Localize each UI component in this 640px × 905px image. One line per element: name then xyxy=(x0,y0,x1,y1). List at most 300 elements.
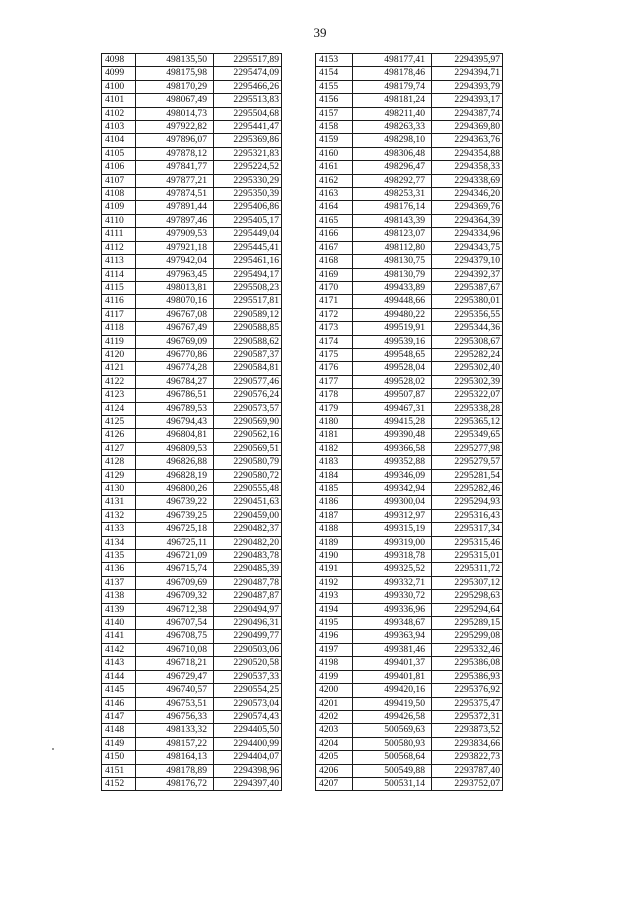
point-number-cell: 4141 xyxy=(102,630,136,643)
x-coordinate-cell: 496786,51 xyxy=(136,389,214,402)
y-coordinate-cell: 2295316,43 xyxy=(432,509,503,522)
x-coordinate-cell: 499415,28 xyxy=(353,415,432,428)
point-number-cell: 4137 xyxy=(102,576,136,589)
y-coordinate-cell: 2290487,78 xyxy=(214,576,282,589)
x-coordinate-cell: 496753,51 xyxy=(136,697,214,710)
y-coordinate-cell: 2295315,01 xyxy=(432,550,503,563)
point-number-cell: 4194 xyxy=(316,603,353,616)
y-coordinate-cell: 2294346,20 xyxy=(432,188,503,201)
table-row xyxy=(316,94,503,107)
table-row xyxy=(102,67,282,80)
y-coordinate-cell: 2294369,80 xyxy=(432,121,503,134)
x-coordinate-cell: 496774,28 xyxy=(136,362,214,375)
x-coordinate-cell: 499318,78 xyxy=(353,550,432,563)
y-coordinate-cell: 2295449,04 xyxy=(214,228,282,241)
table-row xyxy=(102,603,282,616)
point-number-cell: 4182 xyxy=(316,442,353,455)
x-coordinate-cell: 498143,39 xyxy=(353,214,432,227)
x-coordinate-cell: 498181,24 xyxy=(353,94,432,107)
y-coordinate-cell: 2295321,83 xyxy=(214,147,282,160)
y-coordinate-cell: 2295282,24 xyxy=(432,348,503,361)
x-coordinate-cell: 499342,94 xyxy=(353,483,432,496)
point-number-cell: 4178 xyxy=(316,389,353,402)
x-coordinate-cell: 497942,04 xyxy=(136,255,214,268)
table-row xyxy=(102,630,282,643)
y-coordinate-cell: 2290569,90 xyxy=(214,415,282,428)
x-coordinate-cell: 499352,88 xyxy=(353,456,432,469)
point-number-cell: 4128 xyxy=(102,456,136,469)
y-coordinate-cell: 2290589,12 xyxy=(214,308,282,321)
x-coordinate-cell: 498170,29 xyxy=(136,80,214,93)
y-coordinate-cell: 2295387,67 xyxy=(432,281,503,294)
y-coordinate-cell: 2290496,31 xyxy=(214,617,282,630)
y-coordinate-cell: 2290555,48 xyxy=(214,483,282,496)
table-row xyxy=(102,764,282,777)
table-row xyxy=(316,362,503,375)
x-coordinate-cell: 496715,74 xyxy=(136,563,214,576)
y-coordinate-cell: 2294387,74 xyxy=(432,107,503,120)
y-coordinate-cell: 2295386,08 xyxy=(432,657,503,670)
table-row xyxy=(316,483,503,496)
y-coordinate-cell: 2295365,12 xyxy=(432,415,503,428)
y-coordinate-cell: 2295350,39 xyxy=(214,188,282,201)
x-coordinate-cell: 498263,33 xyxy=(353,121,432,134)
point-number-cell: 4150 xyxy=(102,751,136,764)
x-coordinate-cell: 499401,37 xyxy=(353,657,432,670)
x-coordinate-cell: 496828,19 xyxy=(136,469,214,482)
point-number-cell: 4147 xyxy=(102,710,136,723)
point-number-cell: 4114 xyxy=(102,268,136,281)
table-row xyxy=(102,375,282,388)
table-row xyxy=(316,161,503,174)
table-row xyxy=(316,147,503,160)
y-coordinate-cell: 2293822,73 xyxy=(432,751,503,764)
table-row xyxy=(102,576,282,589)
y-coordinate-cell: 2295322,07 xyxy=(432,389,503,402)
y-coordinate-cell: 2295317,34 xyxy=(432,523,503,536)
x-coordinate-cell: 496725,11 xyxy=(136,536,214,549)
y-coordinate-cell: 2295406,86 xyxy=(214,201,282,214)
table-row xyxy=(102,483,282,496)
point-number-cell: 4115 xyxy=(102,281,136,294)
x-coordinate-cell: 499507,87 xyxy=(353,389,432,402)
x-coordinate-cell: 498112,80 xyxy=(353,241,432,254)
point-number-cell: 4123 xyxy=(102,389,136,402)
y-coordinate-cell: 2295461,16 xyxy=(214,255,282,268)
x-coordinate-cell: 497878,12 xyxy=(136,147,214,160)
point-number-cell: 4105 xyxy=(102,147,136,160)
y-coordinate-cell: 2290580,72 xyxy=(214,469,282,482)
point-number-cell: 4098 xyxy=(102,54,136,67)
table-row xyxy=(316,174,503,187)
y-coordinate-cell: 2295474,09 xyxy=(214,67,282,80)
x-coordinate-cell: 497874,51 xyxy=(136,188,214,201)
table-row xyxy=(316,643,503,656)
point-number-cell: 4111 xyxy=(102,228,136,241)
point-number-cell: 4153 xyxy=(316,54,353,67)
y-coordinate-cell: 2295289,15 xyxy=(432,617,503,630)
table-row xyxy=(316,308,503,321)
table-row xyxy=(316,563,503,576)
x-coordinate-cell: 498133,32 xyxy=(136,724,214,737)
x-coordinate-cell: 499363,94 xyxy=(353,630,432,643)
point-number-cell: 4205 xyxy=(316,751,353,764)
point-number-cell: 4152 xyxy=(102,777,136,790)
point-number-cell: 4181 xyxy=(316,429,353,442)
point-number-cell: 4203 xyxy=(316,724,353,737)
x-coordinate-cell: 498178,46 xyxy=(353,67,432,80)
y-coordinate-cell: 2295405,17 xyxy=(214,214,282,227)
x-coordinate-cell: 496804,81 xyxy=(136,429,214,442)
y-coordinate-cell: 2294397,40 xyxy=(214,777,282,790)
point-number-cell: 4191 xyxy=(316,563,353,576)
x-coordinate-cell: 498157,22 xyxy=(136,737,214,750)
point-number-cell: 4162 xyxy=(316,174,353,187)
y-coordinate-cell: 2295330,29 xyxy=(214,174,282,187)
y-coordinate-cell: 2290537,33 xyxy=(214,670,282,683)
point-number-cell: 4124 xyxy=(102,402,136,415)
x-coordinate-cell: 498014,73 xyxy=(136,107,214,120)
point-number-cell: 4190 xyxy=(316,550,353,563)
x-coordinate-cell: 499467,31 xyxy=(353,402,432,415)
x-coordinate-cell: 496725,18 xyxy=(136,523,214,536)
table-row xyxy=(316,415,503,428)
y-coordinate-cell: 2290569,51 xyxy=(214,442,282,455)
page-number: 39 xyxy=(313,25,327,40)
point-number-cell: 4204 xyxy=(316,737,353,750)
x-coordinate-cell: 498175,98 xyxy=(136,67,214,80)
y-coordinate-cell: 2293834,66 xyxy=(432,737,503,750)
point-number-cell: 4201 xyxy=(316,697,353,710)
table-row xyxy=(316,617,503,630)
y-coordinate-cell: 2293752,07 xyxy=(432,777,503,790)
table-row xyxy=(316,188,503,201)
table-row xyxy=(316,335,503,348)
y-coordinate-cell: 2294354,88 xyxy=(432,147,503,160)
point-number-cell: 4144 xyxy=(102,670,136,683)
point-number-cell: 4102 xyxy=(102,107,136,120)
table-row xyxy=(102,121,282,134)
y-coordinate-cell: 2290577,46 xyxy=(214,375,282,388)
x-coordinate-cell: 499300,04 xyxy=(353,496,432,509)
x-coordinate-cell: 496710,08 xyxy=(136,643,214,656)
table-row xyxy=(102,751,282,764)
table-row xyxy=(102,214,282,227)
table-row xyxy=(316,241,503,254)
table-row xyxy=(316,442,503,455)
table-row xyxy=(102,80,282,93)
table-row xyxy=(316,536,503,549)
x-coordinate-cell: 497963,45 xyxy=(136,268,214,281)
x-coordinate-cell: 498067,49 xyxy=(136,94,214,107)
coordinates-table-right xyxy=(315,53,503,791)
table-row xyxy=(316,630,503,643)
table-row xyxy=(316,724,503,737)
point-number-cell: 4135 xyxy=(102,550,136,563)
x-coordinate-cell: 497841,77 xyxy=(136,161,214,174)
table-row xyxy=(316,509,503,522)
y-coordinate-cell: 2294392,37 xyxy=(432,268,503,281)
y-coordinate-cell: 2290573,04 xyxy=(214,697,282,710)
point-number-cell: 4177 xyxy=(316,375,353,388)
table-row xyxy=(102,496,282,509)
point-number-cell: 4155 xyxy=(316,80,353,93)
point-number-cell: 4143 xyxy=(102,657,136,670)
point-number-cell: 4164 xyxy=(316,201,353,214)
x-coordinate-cell: 498130,79 xyxy=(353,268,432,281)
y-coordinate-cell: 2295224,52 xyxy=(214,161,282,174)
point-number-cell: 4117 xyxy=(102,308,136,321)
point-number-cell: 4101 xyxy=(102,94,136,107)
x-coordinate-cell: 498253,31 xyxy=(353,188,432,201)
x-coordinate-cell: 499420,16 xyxy=(353,684,432,697)
x-coordinate-cell: 498178,89 xyxy=(136,764,214,777)
point-number-cell: 4134 xyxy=(102,536,136,549)
point-number-cell: 4159 xyxy=(316,134,353,147)
table-row xyxy=(316,67,503,80)
point-number-cell: 4197 xyxy=(316,643,353,656)
table-row xyxy=(316,295,503,308)
point-number-cell: 4156 xyxy=(316,94,353,107)
table-row xyxy=(316,710,503,723)
point-number-cell: 4132 xyxy=(102,509,136,522)
table-row xyxy=(102,657,282,670)
x-coordinate-cell: 497877,21 xyxy=(136,174,214,187)
table-row xyxy=(316,469,503,482)
y-coordinate-cell: 2295298,63 xyxy=(432,590,503,603)
point-number-cell: 4175 xyxy=(316,348,353,361)
point-number-cell: 4202 xyxy=(316,710,353,723)
y-coordinate-cell: 2294334,96 xyxy=(432,228,503,241)
y-coordinate-cell: 2295517,81 xyxy=(214,295,282,308)
x-coordinate-cell: 496826,88 xyxy=(136,456,214,469)
x-coordinate-cell: 499528,02 xyxy=(353,375,432,388)
x-coordinate-cell: 496739,22 xyxy=(136,496,214,509)
point-number-cell: 4131 xyxy=(102,496,136,509)
x-coordinate-cell: 497896,07 xyxy=(136,134,214,147)
y-coordinate-cell: 2295349,65 xyxy=(432,429,503,442)
point-number-cell: 4187 xyxy=(316,509,353,522)
y-coordinate-cell: 2290482,20 xyxy=(214,536,282,549)
table-row xyxy=(102,429,282,442)
point-number-cell: 4127 xyxy=(102,442,136,455)
y-coordinate-cell: 2294400,99 xyxy=(214,737,282,750)
point-number-cell: 4186 xyxy=(316,496,353,509)
point-number-cell: 4198 xyxy=(316,657,353,670)
x-coordinate-cell: 497891,44 xyxy=(136,201,214,214)
y-coordinate-cell: 2295279,57 xyxy=(432,456,503,469)
point-number-cell: 4173 xyxy=(316,322,353,335)
x-coordinate-cell: 499312,97 xyxy=(353,509,432,522)
x-coordinate-cell: 498176,14 xyxy=(353,201,432,214)
point-number-cell: 4183 xyxy=(316,456,353,469)
y-coordinate-cell: 2295338,28 xyxy=(432,402,503,415)
y-coordinate-cell: 2295372,31 xyxy=(432,710,503,723)
x-coordinate-cell: 499480,22 xyxy=(353,308,432,321)
point-number-cell: 4126 xyxy=(102,429,136,442)
table-row xyxy=(316,751,503,764)
x-coordinate-cell: 496789,53 xyxy=(136,402,214,415)
table-row xyxy=(102,402,282,415)
point-number-cell: 4099 xyxy=(102,67,136,80)
y-coordinate-cell: 2295311,72 xyxy=(432,563,503,576)
table-row xyxy=(316,670,503,683)
table-row xyxy=(102,295,282,308)
point-number-cell: 4118 xyxy=(102,322,136,335)
y-coordinate-cell: 2295508,23 xyxy=(214,281,282,294)
x-coordinate-cell: 496729,47 xyxy=(136,670,214,683)
table-row xyxy=(316,255,503,268)
x-coordinate-cell: 499336,96 xyxy=(353,603,432,616)
table-row xyxy=(316,281,503,294)
table-row xyxy=(316,201,503,214)
x-coordinate-cell: 496712,38 xyxy=(136,603,214,616)
x-coordinate-cell: 497921,18 xyxy=(136,241,214,254)
y-coordinate-cell: 2290482,37 xyxy=(214,523,282,536)
table-row xyxy=(102,442,282,455)
point-number-cell: 4149 xyxy=(102,737,136,750)
x-coordinate-cell: 496769,09 xyxy=(136,335,214,348)
point-number-cell: 4169 xyxy=(316,268,353,281)
y-coordinate-cell: 2294343,75 xyxy=(432,241,503,254)
table-row xyxy=(102,147,282,160)
y-coordinate-cell: 2290573,57 xyxy=(214,402,282,415)
point-number-cell: 4172 xyxy=(316,308,353,321)
y-coordinate-cell: 2290487,87 xyxy=(214,590,282,603)
table-row xyxy=(102,241,282,254)
point-number-cell: 4108 xyxy=(102,188,136,201)
table-row xyxy=(102,737,282,750)
point-number-cell: 4151 xyxy=(102,764,136,777)
x-coordinate-cell: 496767,08 xyxy=(136,308,214,321)
y-coordinate-cell: 2290576,24 xyxy=(214,389,282,402)
point-number-cell: 4158 xyxy=(316,121,353,134)
point-number-cell: 4145 xyxy=(102,684,136,697)
table-row xyxy=(316,523,503,536)
point-number-cell: 4161 xyxy=(316,161,353,174)
x-coordinate-cell: 498164,13 xyxy=(136,751,214,764)
x-coordinate-cell: 498070,16 xyxy=(136,295,214,308)
x-coordinate-cell: 498176,72 xyxy=(136,777,214,790)
y-coordinate-cell: 2290485,39 xyxy=(214,563,282,576)
table-row xyxy=(102,228,282,241)
y-coordinate-cell: 2295281,54 xyxy=(432,469,503,482)
table-row xyxy=(316,764,503,777)
y-coordinate-cell: 2294404,07 xyxy=(214,751,282,764)
table-row xyxy=(102,188,282,201)
y-coordinate-cell: 2295315,46 xyxy=(432,536,503,549)
y-coordinate-cell: 2295302,40 xyxy=(432,362,503,375)
point-number-cell: 4157 xyxy=(316,107,353,120)
point-number-cell: 4184 xyxy=(316,469,353,482)
x-coordinate-cell: 496740,57 xyxy=(136,684,214,697)
y-coordinate-cell: 2294358,33 xyxy=(432,161,503,174)
y-coordinate-cell: 2294394,71 xyxy=(432,67,503,80)
table-row xyxy=(316,348,503,361)
point-number-cell: 4129 xyxy=(102,469,136,482)
table-row xyxy=(102,335,282,348)
point-number-cell: 4179 xyxy=(316,402,353,415)
y-coordinate-cell: 2295302,39 xyxy=(432,375,503,388)
y-coordinate-cell: 2290459,00 xyxy=(214,509,282,522)
y-coordinate-cell: 2294398,96 xyxy=(214,764,282,777)
y-coordinate-cell: 2294393,79 xyxy=(432,80,503,93)
y-coordinate-cell: 2295494,17 xyxy=(214,268,282,281)
point-number-cell: 4103 xyxy=(102,121,136,134)
y-coordinate-cell: 2295282,46 xyxy=(432,483,503,496)
table-row xyxy=(102,134,282,147)
table-row xyxy=(316,456,503,469)
x-coordinate-cell: 500531,14 xyxy=(353,777,432,790)
table-row xyxy=(102,174,282,187)
y-coordinate-cell: 2294395,97 xyxy=(432,54,503,67)
x-coordinate-cell: 499548,65 xyxy=(353,348,432,361)
table-row xyxy=(316,107,503,120)
table-row xyxy=(102,777,282,790)
point-number-cell: 4189 xyxy=(316,536,353,549)
x-coordinate-cell: 499346,09 xyxy=(353,469,432,482)
table-row xyxy=(316,603,503,616)
x-coordinate-cell: 500549,88 xyxy=(353,764,432,777)
y-coordinate-cell: 2290562,16 xyxy=(214,429,282,442)
table-row xyxy=(316,697,503,710)
x-coordinate-cell: 499539,16 xyxy=(353,335,432,348)
table-row xyxy=(102,107,282,120)
point-number-cell: 4154 xyxy=(316,67,353,80)
table-row xyxy=(316,375,503,388)
table-row xyxy=(102,469,282,482)
table-row xyxy=(316,590,503,603)
table-row xyxy=(102,550,282,563)
point-number-cell: 4165 xyxy=(316,214,353,227)
table-row xyxy=(316,737,503,750)
table-row xyxy=(316,322,503,335)
x-coordinate-cell: 497909,53 xyxy=(136,228,214,241)
x-coordinate-cell: 499381,46 xyxy=(353,643,432,656)
point-number-cell: 4122 xyxy=(102,375,136,388)
y-coordinate-cell: 2295332,46 xyxy=(432,643,503,656)
y-coordinate-cell: 2290588,62 xyxy=(214,335,282,348)
coordinates-table-left xyxy=(101,53,282,791)
x-coordinate-cell: 499366,58 xyxy=(353,442,432,455)
table-row xyxy=(102,348,282,361)
x-coordinate-cell: 497922,82 xyxy=(136,121,214,134)
table-row xyxy=(102,710,282,723)
y-coordinate-cell: 2295441,47 xyxy=(214,121,282,134)
x-coordinate-cell: 496709,32 xyxy=(136,590,214,603)
y-coordinate-cell: 2290451,63 xyxy=(214,496,282,509)
x-coordinate-cell: 496739,25 xyxy=(136,509,214,522)
y-coordinate-cell: 2295513,83 xyxy=(214,94,282,107)
point-number-cell: 4112 xyxy=(102,241,136,254)
table-row xyxy=(102,415,282,428)
table-row xyxy=(316,228,503,241)
x-coordinate-cell: 496709,69 xyxy=(136,576,214,589)
table-row xyxy=(102,617,282,630)
x-coordinate-cell: 500569,63 xyxy=(353,724,432,737)
x-coordinate-cell: 498135,50 xyxy=(136,54,214,67)
x-coordinate-cell: 496756,33 xyxy=(136,710,214,723)
y-coordinate-cell: 2290574,43 xyxy=(214,710,282,723)
point-number-cell: 4171 xyxy=(316,295,353,308)
table-row xyxy=(102,684,282,697)
table-row xyxy=(316,214,503,227)
point-number-cell: 4196 xyxy=(316,630,353,643)
point-number-cell: 4163 xyxy=(316,188,353,201)
point-number-cell: 4100 xyxy=(102,80,136,93)
y-coordinate-cell: 2295369,86 xyxy=(214,134,282,147)
x-coordinate-cell: 496721,09 xyxy=(136,550,214,563)
